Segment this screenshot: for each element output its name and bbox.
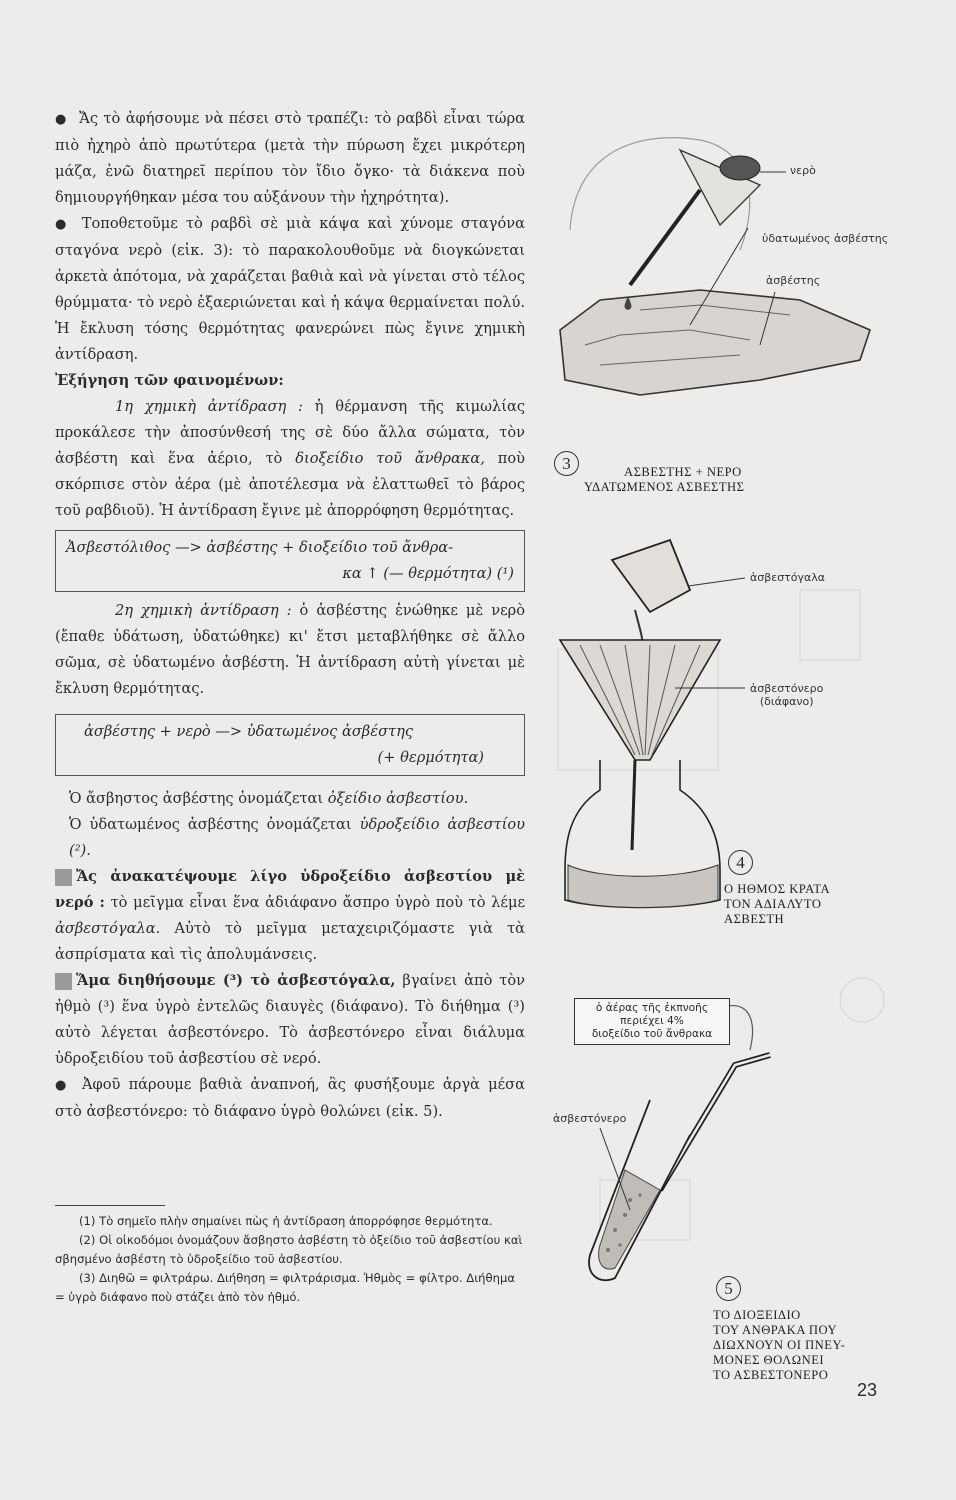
paragraph-filtering: Ἅμα διηθήσουμε (³) τὸ ἀσβεστόγαλα, βγαίνει ἀπὸ τὸν ἠθμὸ (³) ἕνα ὑγρὸ ἐντελῶς διαυγὲς (διάφανο). Τὸ διήθημα (³) αὐτὸ λέγεται ἀσβεστόνερο. Τὸ ἀσβεστόνερο εἶναι διάλυμα ὑδροξειδίου τοῦ ἀσβεστίου σὲ νερό. xyxy=(55,972,525,1067)
paragraph-milk-of-lime: Ἄς ἀνακατέψουμε λίγο ὑδροξείδιο ἀσβεστίου μὲ νερό : τὸ μεῖγμα εἶναι ἕνα ἀδιάφανο ἄσπρο ὑγρὸ ποὺ τὸ λέμε ἀσβεστόγαλα. Αὐτὸ τὸ μεῖγμα μεταχειριζόμαστε γιὰ τὰ ἀσπρίσματα καὶ τὶς ἀπολυμάνσεις. xyxy=(55,868,526,963)
figure-4-number: 4 xyxy=(728,850,753,875)
figure-4-caption: Ο ΗΘΜΟΣ ΚΡΑΤΑ ΤΟΝ ΑΔΙΑΛΥΤΟ ΑΣΒΕΣΤΗ xyxy=(724,882,831,926)
footnote-3: (3) Διηθῶ = φιλτράρω. Διήθηση = φιλτράρισμα. Ἠθμὸς = φίλτρο. Διήθημα = ὑγρὸ διάφανο ποὺ στάζει ἀπὸ τὸν ἠθμό. xyxy=(55,1271,515,1304)
figure-3-number: 3 xyxy=(554,451,579,476)
figure-3-drawing xyxy=(560,138,870,395)
footnote-2: (2) Οἱ οἰκοδόμοι ὀνομάζουν ἄσβηστο ἀσβέστη τὸ ὀξείδιο τοῦ ἀσβεστίου καὶ σβησμένο ἀσβέστη τὸ ὑδροξείδιο τοῦ ἀσβεστίου. xyxy=(55,1233,523,1266)
paragraph-sound: ● Ἄς τὸ ἀφήσουμε νὰ πέσει στὸ τραπέζι: τὸ ραβδὶ εἶναι τώρα πιὸ ἠχηρὸ ἀπὸ πρωτύτερα (μετὰ τὴν πύρωση ἔχει μικρότερη μάζα, ἐνῶ διατηρεῖ περίπου τὸν ἴδιο ὄγκο· τὰ διάκενα ποὺ δημιουργήθηκαν μέσα του αὐξάνουν τὴν ἠχηρότητα). xyxy=(55,106,525,211)
figure-4-drawing xyxy=(560,540,745,908)
footnote-1: (1) Τὸ σημεῖο πλὴν σημαίνει πὼς ἡ ἀντίδραση ἀπορρόφησε θερμότητα. xyxy=(79,1214,493,1228)
explanation-heading: Ἐξήγηση τῶν φαινομένων: xyxy=(55,372,284,389)
fig5-exhale-note: ὁ ἀέρας τῆς ἐκπνοῆς περιέχει 4% διοξείδιο τοῦ ἄνθρακα xyxy=(574,998,730,1045)
fig3-label-lime: ἀσβέστης xyxy=(766,274,821,287)
paragraph-water-drops: ● Τοποθετοῦμε τὸ ραβδὶ σὲ μιὰ κάψα καὶ χύνομε σταγόνα σταγόνα νερὸ (εἰκ. 3): τὸ παρακολουθοῦμε νὰ διογκώνεται ἀρκετὰ ἀπότομα, νὰ χαράζεται βαθιὰ καὶ νὰ γίνεται στὸ τέλος θρύμματα· τὸ νερὸ ἐξαεριώνεται καὶ ἡ κάψα θερμαίνεται πολύ. Ἡ ἔκλυση τόσης θερμότητας φανερώνει πὼς ἔγινε χημικὴ ἀντίδραση. xyxy=(55,211,525,368)
paragraph-breath: ● Ἀφοῦ πάρουμε βαθιὰ ἀναπνοή, ἂς φυσήξουμε ἀργὰ μέσα στὸ ἀσβεστόνερο: τὸ διάφανο ὑγρὸ θολώνει (εἰκ. 5). xyxy=(55,1072,525,1125)
fig3-label-water: νερὸ xyxy=(790,164,816,177)
fig3-label-hydrated: ὑδατωμένος ἀσβέστης xyxy=(762,232,889,245)
fig4-label-limewater: ἀσβεστόνερο (διάφανο) xyxy=(750,682,824,708)
figure-3-caption: ΑΣΒΕΣΤΗΣ + ΝΕΡΟ ΥΔΑΤΩΜΕΝΟΣ ΑΣΒΕΣΤΗΣ xyxy=(584,465,745,494)
reaction-1-text: 1η χημικὴ ἀντίδραση : ἡ θέρμανση τῆς κιμωλίας προκάλεσε τὴν ἀποσύνθεσή της σὲ δύο ἄλλα σώματα, τὸν ἀσβέστη καὶ ἕνα ἀέριο, τὸ διοξείδιο τοῦ ἄνθρακα, ποὺ σκόρπισε στὸν ἀέρα (μὲ ἀποτέλεσμα νὰ ἐλαττωθεῖ τὸ βάρος τοῦ ραβδιοῦ). Ἡ ἀντίδραση ἔγινε μὲ ἀπορρόφηση θερμότητας. xyxy=(55,398,526,519)
equation-box-1: Ἀσβεστόλιθος —> ἀσβέστης + διοξείδιο τοῦ ἄνθρα- κα ↑ (— θερμότητα) (¹) xyxy=(55,530,525,592)
equation-box-2: ἀσβέστης + νερὸ —> ὑδατωμένος ἀσβέστης (+ θερμότητα) xyxy=(55,714,525,776)
figure-5-number: 5 xyxy=(716,1276,741,1301)
page-number: 23 xyxy=(857,1380,878,1400)
figure-5-caption: ΤΟ ΔΙΟΞΕΙΔΙΟ ΤΟΥ ΑΝΘΡΑΚΑ ΠΟΥ ΔΙΩΧΝΟΥΝ ΟΙ ΠΝΕΥ- ΜΟΝΕΣ ΘΟΛΩΝΕΙ ΤΟ ΑΣΒΕΣΤΟΝΕΡΟ xyxy=(713,1308,846,1382)
oxide-definition: Ὁ ἄσβηστος ἀσβέστης ὀνομάζεται ὀξείδιο ἀσβεστίου. xyxy=(69,790,469,807)
reaction-2-text: 2η χημικὴ ἀντίδραση : ὁ ἀσβέστης ἑνώθηκε μὲ νερὸ (ἔπαθε ὑδάτωση, ὑδατώθηκε) κι' ἔτσι μεταβλήθηκε σὲ ἄλλο σῶμα, σὲ ὑδατωμένο ἀσβέστη. Ἡ ἀντίδραση αὐτὴ γίνεται μὲ ἔκλυση θερμότητας. xyxy=(55,602,526,697)
fig5-label-limewater: ἀσβεστόνερο xyxy=(553,1112,627,1125)
figure-5-drawing xyxy=(589,1006,770,1281)
hydroxide-definition: Ὁ ὑδατωμένος ἀσβέστης ὀνομάζεται ὑδροξείδιο ἀσβεστίου (²). xyxy=(69,816,525,859)
fig4-label-milk: ἀσβεστόγαλα xyxy=(750,571,826,584)
